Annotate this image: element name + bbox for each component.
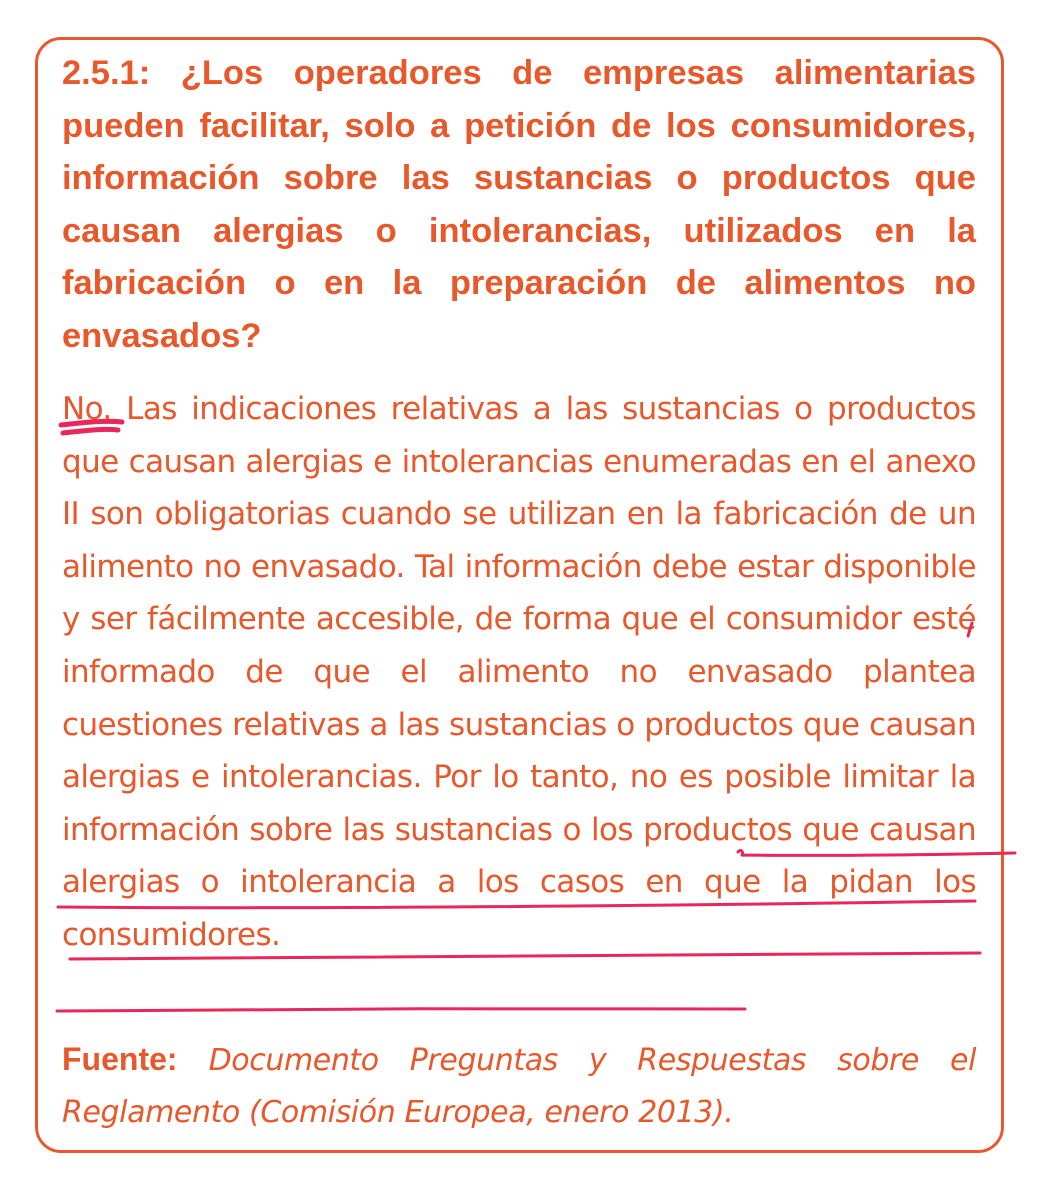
source-note (62, 1033, 976, 1139)
answer-lead: No. (62, 391, 112, 427)
source-citation: Documento Preguntas y Respuestas sobre el Reglamento (Comisión Europea, enero 2013). (62, 1043, 977, 1130)
answer-body: Las indicaciones relativas a las sustancias o productos que causan alergias e intolerancias enumeradas en el anexo II son obligatorias cuando se utilizan en la fabricación de un alimento no envasado. Tal información debe estar disponible y ser fácilmente accesible, de forma que el consumidor esté informado de que el alimento no envasado plantea cuestiones relativas a las sustancias o productos que causan alergias e intolerancias. Por lo tanto, no es posible limitar la información sobre las sustancias o los productos que causan alergias o intolerancia a los casos en que la pidan los consumidores. (62, 391, 976, 953)
answer-paragraph (62, 383, 976, 962)
source-label: Fuente: (62, 1041, 178, 1077)
question-number: 2.5.1: (62, 54, 151, 92)
question-text: ¿Los operadores de empresas alimentarias pueden facilitar, solo a petición de los consumidores, información sobre las sustancias o productos que causan alergias o intolerancias, utilizados en la fabricación o en la preparación de alimentos no envasados? (62, 54, 976, 355)
question-heading (62, 47, 976, 363)
